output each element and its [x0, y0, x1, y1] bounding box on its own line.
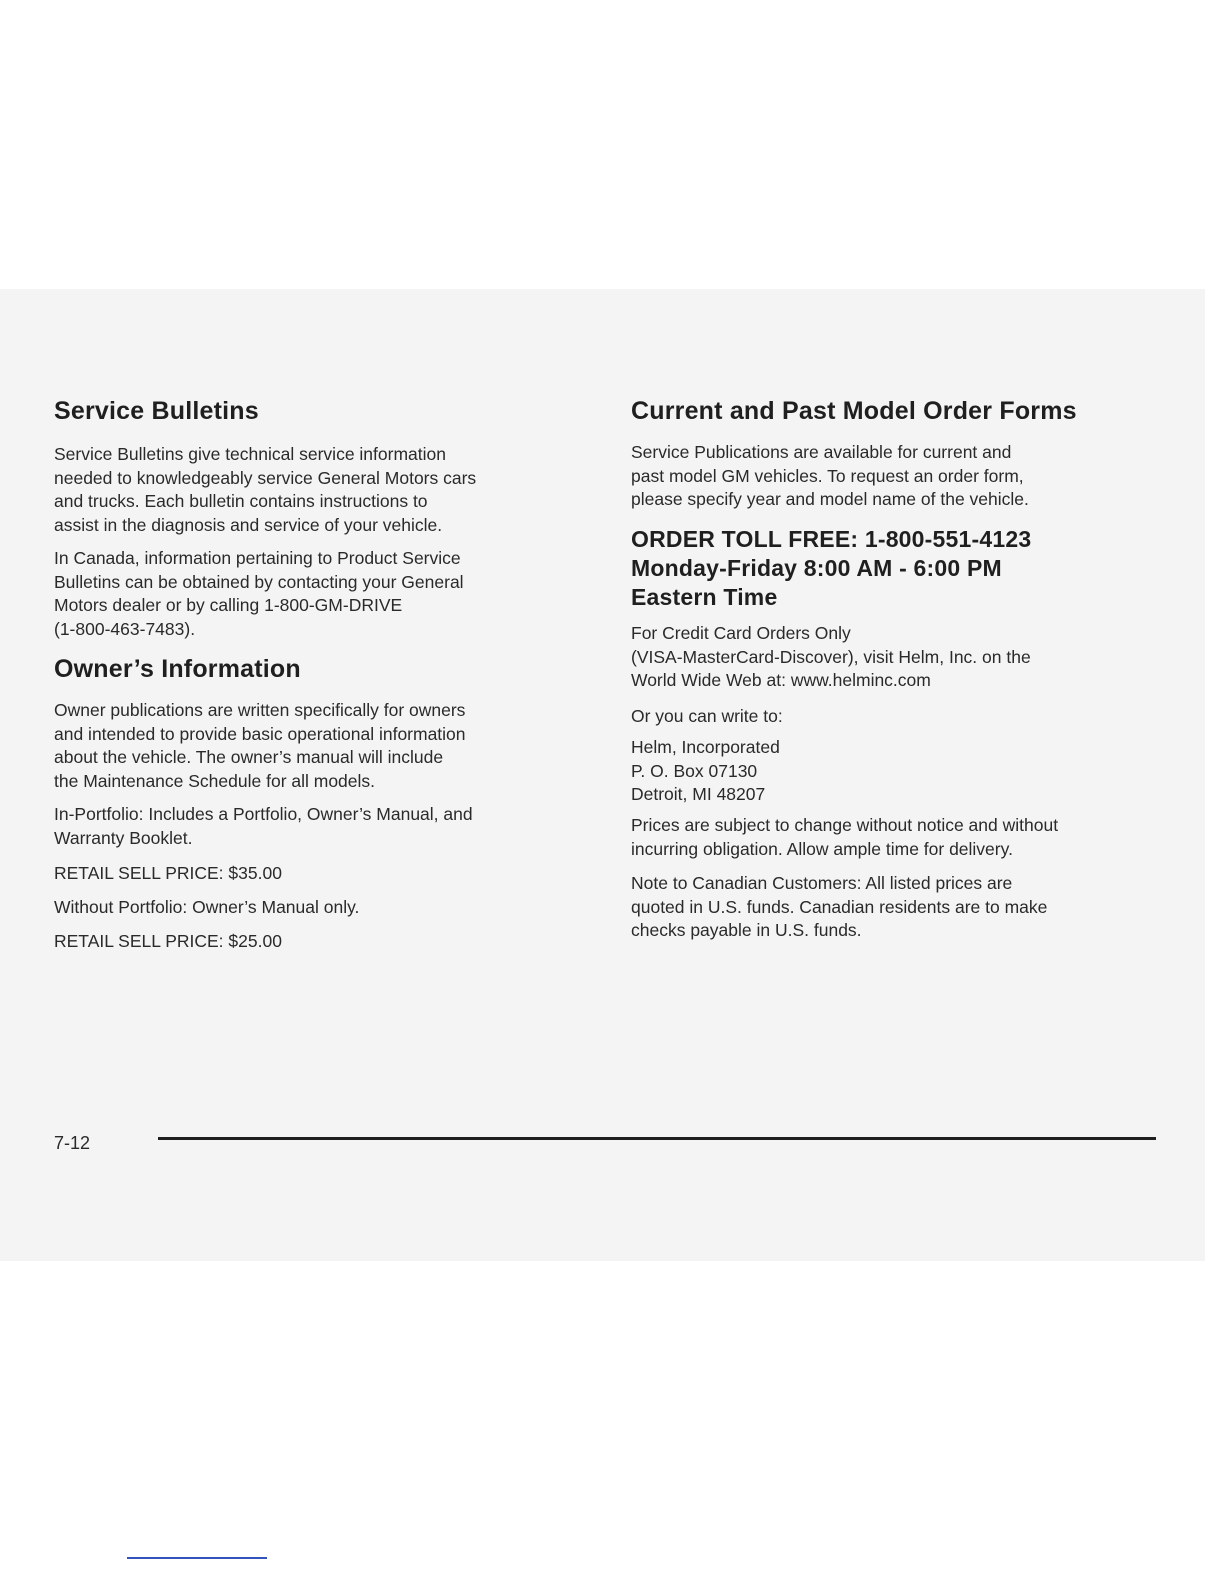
service-bulletins-heading: Service Bulletins [54, 397, 259, 425]
credit-card-orders-para: For Credit Card Orders Only (VISA-MasterCard-Discover), visit Helm, Inc. on the World Wide Web at: www.helminc.com [631, 623, 1031, 690]
mailing-address: Helm, Incorporated P. O. Box 07130 Detroit, MI 48207 [631, 737, 780, 804]
owners-information-heading: Owner’s Information [54, 655, 301, 683]
bottom-link-underline [127, 1557, 267, 1559]
canadian-customers-note: Note to Canadian Customers: All listed prices are quoted in U.S. funds. Canadian residents are to make checks payable in U.S. funds. [631, 873, 1048, 940]
service-bulletins-para-2: In Canada, information pertaining to Product Service Bulletins can be obtained by contacting your General Motors dealer or by calling 1-800-GM-DRIVE (1-800-463-7483). [54, 548, 464, 639]
order-hours-line: Monday-Friday 8:00 AM - 6:00 PM [631, 555, 1002, 581]
service-bulletins-para-1: Service Bulletins give technical service information needed to knowledgeably service General Motors cars and trucks. Each bulletin contains instructions to assist in the diagnosis and service of your vehicle. [54, 444, 477, 535]
order-forms-para-1: Service Publications are available for current and past model GM vehicles. To request an order form, please specify year and model name of the vehicle. [631, 442, 1029, 509]
retail-price-with-portfolio: RETAIL SELL PRICE: $35.00 [54, 863, 282, 883]
page-number: 7-12 [54, 1133, 91, 1153]
order-forms-heading: Current and Past Model Order Forms [631, 397, 1077, 425]
owners-information-para-1: Owner publications are written specifically for owners and intended to provide basic operational information about the vehicle. The owner’s manual will include the Maintenance Schedule for all models. [54, 700, 466, 791]
owners-information-para-3: Without Portfolio: Owner’s Manual only. [54, 897, 360, 917]
order-timezone-line: Eastern Time [631, 584, 778, 610]
owners-information-para-2: In-Portfolio: Includes a Portfolio, Owner’s Manual, and Warranty Booklet. [54, 804, 473, 848]
order-toll-free-line: ORDER TOLL FREE: 1-800-551-4123 [631, 526, 1032, 552]
price-change-note: Prices are subject to change without notice and without incurring obligation. Allow ample time for delivery. [631, 815, 1059, 859]
retail-price-without-portfolio: RETAIL SELL PRICE: $25.00 [54, 931, 282, 951]
footer-rule [158, 1137, 1156, 1140]
write-to-para: Or you can write to: [631, 706, 783, 726]
